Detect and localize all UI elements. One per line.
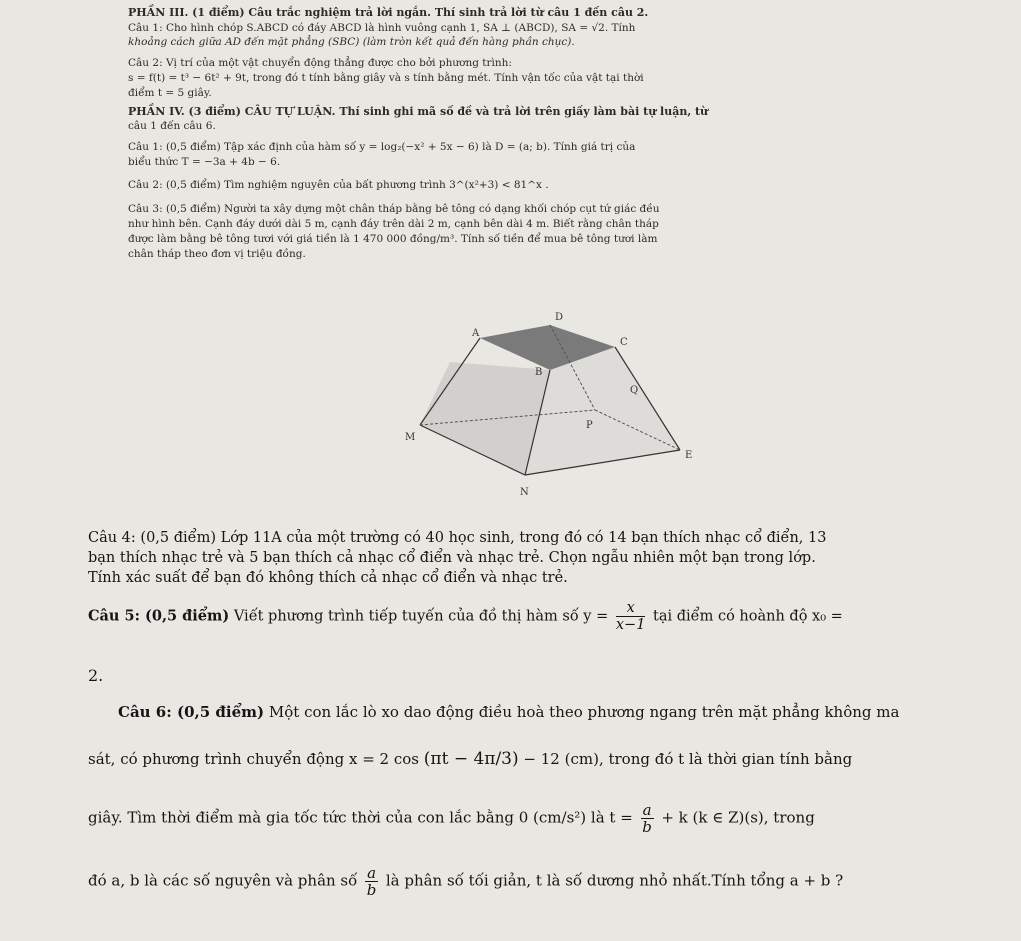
part4-q3: Câu 3: (0,5 điểm) Người ta xây dựng một chân tháp bằng bê tông có dạng khối chóp cụt tứ giác đều	[128, 203, 660, 215]
part3-q1-cont: khoảng cách giữa AD đến mặt phẳng (SBC) (làm tròn kết quả đến hàng phần chục).	[128, 36, 575, 48]
q5-prefix: Câu 5: (0,5 điểm)	[88, 607, 230, 625]
q5-value: 2.	[88, 666, 104, 685]
q6-line3-a: giây. Tìm thời điểm mà gia tốc tức thời của con lắc bằng 0 (cm/s²) là t =	[88, 808, 633, 827]
part4-q6-line2	[88, 746, 988, 772]
part4-q3-cont: như hình bên. Cạnh đáy dưới dài 5 m, cạnh đáy trên dài 2 m, cạnh bên dài 4 m. Biết rằng chân tháp	[128, 218, 659, 230]
part4-q6-line4	[88, 865, 988, 898]
q6-line4-a: đó a, b là các số nguyên và phân số	[88, 871, 358, 890]
part4-q4	[88, 528, 988, 588]
q6-line2-a: sát, có phương trình chuyển động x = 2 cos	[88, 750, 419, 768]
q6-line3-b: + k (k ∈ Z)(s), trong	[661, 808, 815, 827]
frustum-figure	[380, 300, 710, 515]
part4-q4-line2: bạn thích nhạc trẻ và 5 bạn thích cả nhạc cổ điển và nhạc trẻ. Chọn ngẫu nhiên một bạn trong lớp.	[88, 550, 816, 566]
q6-prefix: Câu 6: (0,5 điểm)	[118, 703, 265, 721]
label-d: D	[555, 312, 564, 323]
part4-q3-cont2: được làm bằng bê tông tươi với giá tiền là 1 470 000 đồng/m³. Tính số tiền để mua bê tông tươi làm	[128, 233, 658, 245]
q6-line2-b: − 12 (cm), trong đó t là thời gian tính bằng	[523, 750, 853, 768]
q6-text: Một con lắc lò xo dao động điều hoà theo phương ngang trên mặt phẳng không ma	[268, 703, 900, 721]
label-m: M	[405, 432, 416, 443]
part4-q5	[88, 600, 988, 633]
part4-q2: Câu 2: (0,5 điểm) Tìm nghiệm nguyên của bất phương trình 3^(x²+3) < 81^x .	[128, 179, 549, 191]
part4-q4-line3: Tính xác suất để bạn đó không thích cả nhạc cổ điển và nhạc trẻ.	[88, 570, 568, 586]
label-q: Q	[630, 385, 639, 396]
part4-q4-line1: Câu 4: (0,5 điểm) Lớp 11A của một trường có 40 học sinh, trong đó có 14 bạn thích nhạc cổ điển, 13	[88, 530, 827, 546]
q5-suffix: tại điểm có hoành độ x₀ =	[653, 608, 843, 625]
q5-frac-den: x−1	[615, 617, 646, 633]
q6-fraction	[641, 802, 654, 835]
part3-q2-cont2: điểm t = 5 giây.	[128, 87, 212, 99]
label-e: E	[685, 450, 693, 461]
label-b: B	[535, 367, 543, 378]
q6-line4-b: là phân số tối giản, t là số dương nhỏ nhất.Tính tổng a + b ?	[385, 871, 844, 890]
part3-title: PHẦN III. (1 điểm) Câu trắc nghiệm trả lời ngắn. Thí sinh trả lời từ câu 1 đến câu 2.	[128, 6, 649, 19]
q5-frac-num: x	[616, 600, 646, 617]
label-p: P	[586, 420, 593, 431]
part4-q6-line3	[88, 802, 988, 835]
label-n: N	[520, 487, 529, 498]
q5-text: Viết phương trình tiếp tuyến của đồ thị hàm số y =	[233, 608, 609, 625]
part3-q1: Câu 1: Cho hình chóp S.ABCD có đáy ABCD là hình vuông cạnh 1, SA ⊥ (ABCD), SA = √2. Tính	[128, 22, 636, 34]
part4-q6-line1	[118, 699, 1018, 725]
q6-paren: (πt − 4π/3)	[423, 749, 519, 769]
part4-q1: Câu 1: (0,5 điểm) Tập xác định của hàm số y = log₂(−x² + 5x − 6) là D = (a; b). Tính giá trị của	[128, 141, 636, 153]
label-a: A	[472, 328, 480, 339]
part4-title-cont: câu 1 đến câu 6.	[128, 120, 216, 132]
part3-q2: Câu 2: Vị trí của một vật chuyển động thẳng được cho bởi phương trình:	[128, 57, 512, 69]
q6-frac-den: b	[642, 818, 652, 836]
q6-frac2-num: a	[367, 864, 377, 882]
part4-title: PHẦN IV. (3 điểm) CÂU TỰ LUẬN. Thí sinh ghi mã số đề và trả lời trên giấy làm bài tự luận, từ	[128, 105, 709, 118]
q6-frac2-den: b	[366, 881, 377, 899]
part4-q3-cont3: chân tháp theo đơn vị triệu đồng.	[128, 248, 306, 260]
q6-frac-num: a	[642, 801, 652, 819]
part4-q1-cont: biểu thức T = −3a + 4b − 6.	[128, 156, 281, 168]
label-c: C	[620, 337, 628, 348]
q6-fraction-2	[365, 865, 378, 898]
q5-fraction	[616, 600, 646, 633]
part3-q2-cont: s = f(t) = t³ − 6t² + 9t, trong đó t tính bằng giây và s tính bằng mét. Tính vận tốc của vật tại thời	[128, 72, 644, 84]
